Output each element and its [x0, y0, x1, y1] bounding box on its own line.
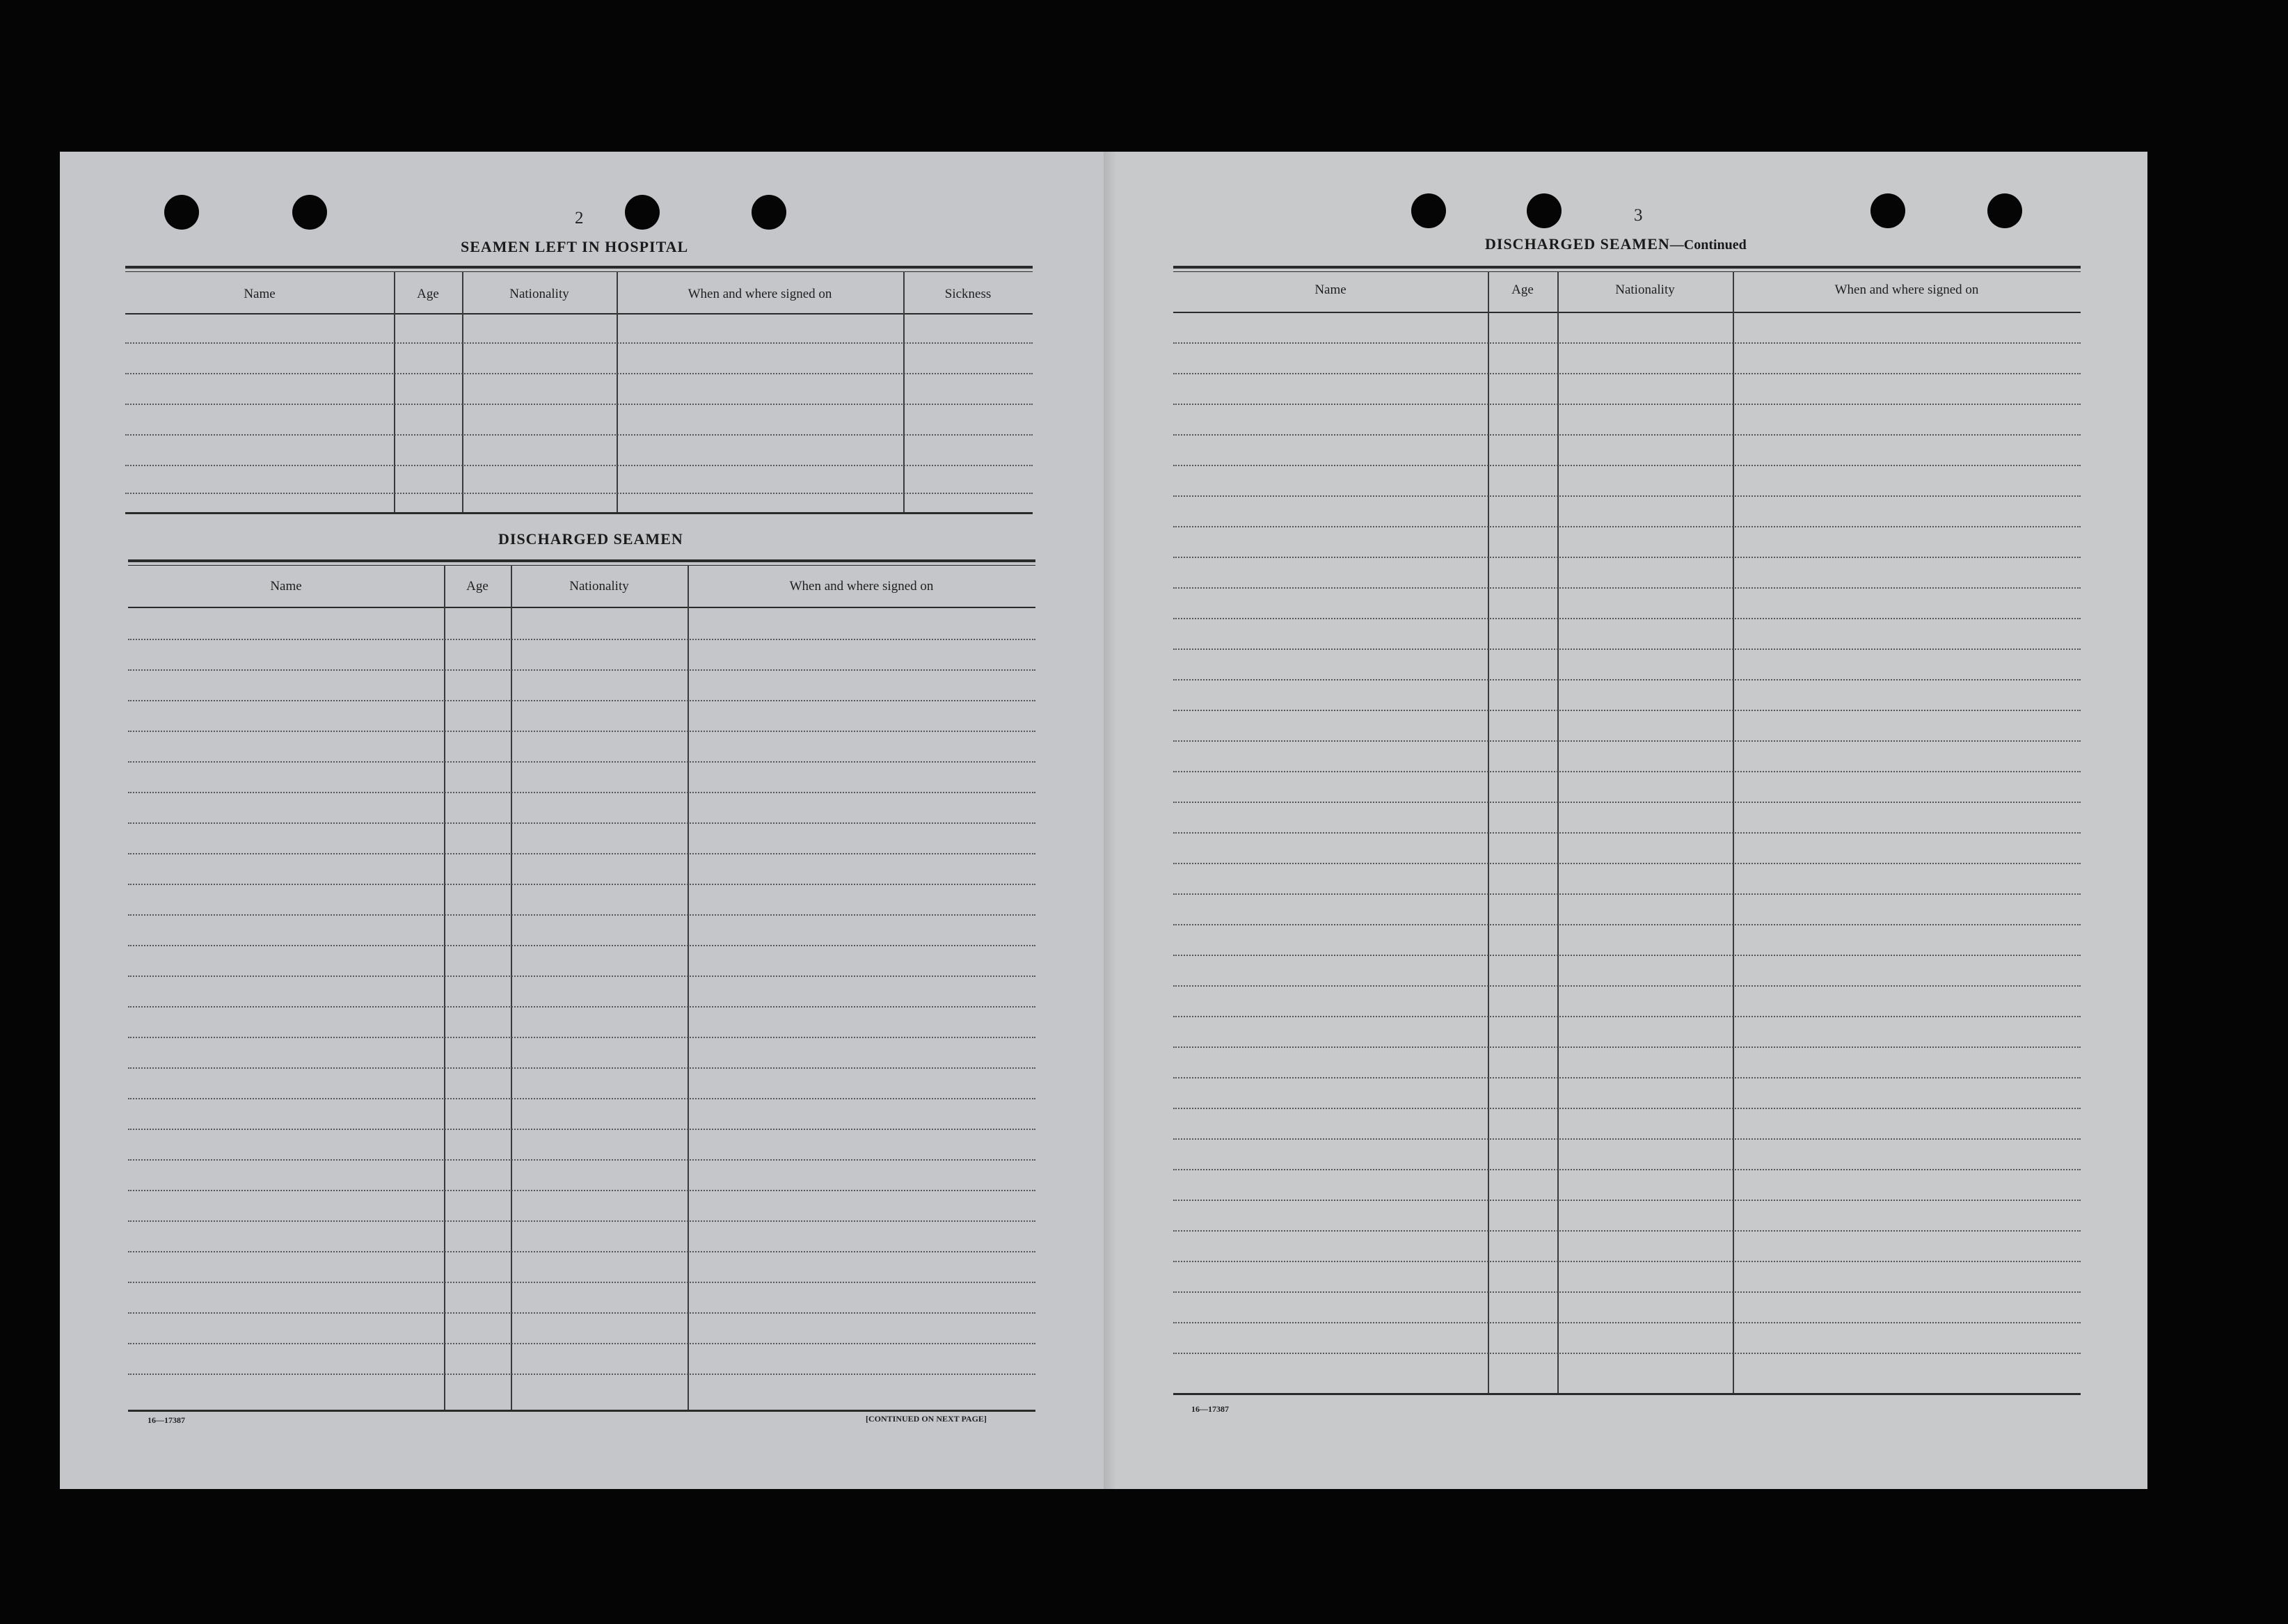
- column-header-name: Name: [244, 287, 276, 301]
- entry-row: [1173, 618, 2081, 619]
- column-header-signed-on: When and where signed on: [789, 579, 934, 594]
- discharged-table: [128, 559, 1035, 1429]
- entry-row: [128, 1374, 1035, 1375]
- column-header-age: Age: [1511, 282, 1534, 297]
- discharged-continued-title-main: DISCHARGED SEAMEN: [1485, 235, 1670, 253]
- entry-row: [128, 1067, 1035, 1069]
- column-header-age: Age: [466, 579, 488, 594]
- column-divider: [688, 565, 689, 1411]
- entry-row: [1173, 557, 2081, 558]
- entry-row: [1173, 1046, 2081, 1048]
- entry-row: [1173, 832, 2081, 834]
- entry-row: [128, 853, 1035, 854]
- column-header-name: Name: [270, 579, 302, 594]
- table-top-rule: [128, 559, 1035, 562]
- column-divider: [462, 271, 463, 514]
- entry-row: [1173, 679, 2081, 680]
- entry-row: [125, 342, 1033, 344]
- form-page-left: [60, 152, 1104, 1489]
- punch-hole: [1527, 193, 1562, 228]
- table-top-rule: [125, 266, 1033, 269]
- entry-row: [1173, 526, 2081, 527]
- column-header-nationality: Nationality: [509, 287, 569, 301]
- entry-row: [128, 822, 1035, 824]
- discharged-continued-table: [1173, 266, 2081, 1414]
- column-header-sickness: Sickness: [944, 287, 992, 301]
- entry-row: [1173, 771, 2081, 772]
- entry-row: [125, 493, 1033, 494]
- column-header-nationality: Nationality: [569, 579, 629, 594]
- entry-row: [1173, 1200, 2081, 1201]
- punch-hole: [1411, 193, 1446, 228]
- column-divider: [394, 271, 395, 514]
- form-number: 16—17387: [148, 1415, 185, 1425]
- entry-row: [1173, 893, 2081, 895]
- entry-row: [128, 792, 1035, 793]
- entry-row: [1173, 1169, 2081, 1170]
- column-header-nationality: Nationality: [1615, 282, 1675, 297]
- punch-hole: [292, 195, 327, 230]
- table-bottom-rule: [1173, 1393, 2081, 1395]
- entry-row: [128, 731, 1035, 732]
- entry-row: [128, 1343, 1035, 1344]
- punch-hole: [752, 195, 786, 230]
- column-divider: [903, 271, 905, 514]
- discharged-continued-title: [1485, 235, 1747, 253]
- entry-row: [128, 945, 1035, 946]
- entry-row: [1173, 648, 2081, 650]
- punch-hole: [164, 195, 199, 230]
- header-bottom-rule: [1173, 312, 2081, 313]
- entry-row: [128, 884, 1035, 885]
- entry-row: [125, 404, 1033, 405]
- entry-row: [125, 465, 1033, 466]
- entry-row: [1173, 1261, 2081, 1262]
- column-divider: [617, 271, 618, 514]
- entry-row: [128, 1312, 1035, 1314]
- header-bottom-rule: [128, 607, 1035, 608]
- entry-row: [128, 1190, 1035, 1191]
- entry-row: [1173, 924, 2081, 925]
- discharged-continued-title-suffix: —Continued: [1669, 237, 1747, 253]
- entry-row: [128, 1220, 1035, 1222]
- punch-hole: [1870, 193, 1905, 228]
- entry-row: [1173, 1138, 2081, 1140]
- entry-row: [1173, 465, 2081, 466]
- entry-row: [128, 1037, 1035, 1038]
- column-divider: [444, 565, 445, 1411]
- entry-row: [1173, 434, 2081, 436]
- entry-row: [1173, 710, 2081, 711]
- entry-row: [128, 1098, 1035, 1099]
- column-header-signed-on: When and where signed on: [1834, 282, 1979, 297]
- entry-row: [128, 700, 1035, 701]
- entry-row: [1173, 1108, 2081, 1109]
- table-top-rule: [1173, 271, 2081, 272]
- entry-row: [1173, 1230, 2081, 1232]
- table-top-rule: [128, 565, 1035, 566]
- table-top-rule: [125, 271, 1033, 272]
- column-divider: [511, 565, 512, 1411]
- entry-row: [128, 1282, 1035, 1283]
- entry-row: [125, 373, 1033, 374]
- entry-row: [1173, 1353, 2081, 1354]
- form-number: 16—17387: [1191, 1404, 1229, 1414]
- entry-row: [1173, 802, 2081, 803]
- column-header-signed-on: When and where signed on: [688, 287, 832, 301]
- header-bottom-rule: [125, 313, 1033, 315]
- entry-row: [125, 434, 1033, 436]
- entry-row: [1173, 1077, 2081, 1078]
- form-page-right: [1104, 152, 2147, 1489]
- column-header-age: Age: [417, 287, 439, 301]
- entry-row: [1173, 373, 2081, 374]
- table-bottom-rule: [128, 1410, 1035, 1412]
- page-number: 2: [575, 209, 584, 228]
- entry-row: [128, 976, 1035, 977]
- entry-row: [1173, 1016, 2081, 1017]
- entry-row: [128, 1006, 1035, 1008]
- entry-row: [128, 1129, 1035, 1130]
- punch-hole: [625, 195, 660, 230]
- punch-hole: [1987, 193, 2022, 228]
- entry-row: [1173, 495, 2081, 497]
- discharged-section-title: DISCHARGED SEAMEN: [498, 530, 683, 548]
- entry-row: [1173, 587, 2081, 589]
- entry-row: [1173, 342, 2081, 344]
- entry-row: [128, 914, 1035, 916]
- entry-row: [1173, 1291, 2081, 1293]
- table-top-rule: [1173, 266, 2081, 269]
- continued-note: [CONTINUED ON NEXT PAGE]: [866, 1414, 987, 1424]
- entry-row: [1173, 955, 2081, 956]
- entry-row: [128, 761, 1035, 763]
- entry-row: [128, 1251, 1035, 1252]
- table-bottom-rule: [125, 512, 1033, 514]
- entry-row: [128, 1159, 1035, 1161]
- entry-row: [128, 639, 1035, 640]
- entry-row: [1173, 985, 2081, 987]
- page-number: 3: [1634, 206, 1643, 225]
- entry-row: [128, 669, 1035, 671]
- column-header-name: Name: [1314, 282, 1346, 297]
- hospital-section-title: SEAMEN LEFT IN HOSPITAL: [461, 238, 689, 255]
- entry-row: [1173, 740, 2081, 742]
- entry-row: [1173, 863, 2081, 864]
- entry-row: [1173, 1322, 2081, 1323]
- entry-row: [1173, 404, 2081, 405]
